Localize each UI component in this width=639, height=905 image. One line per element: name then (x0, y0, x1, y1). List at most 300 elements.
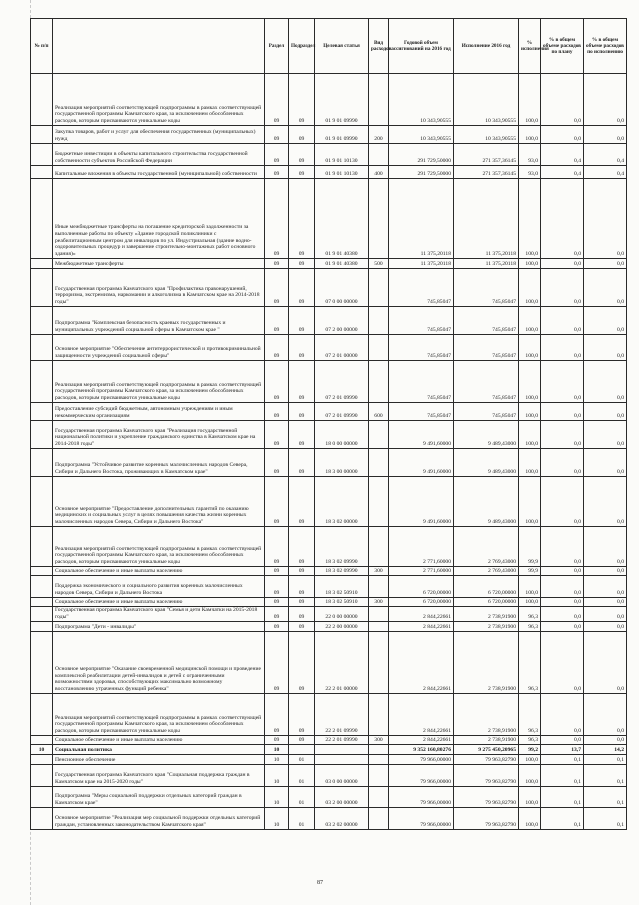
row-share-execution: 0,0 (584, 74, 627, 126)
row-expense-type (369, 179, 389, 259)
row-target-article: 22 0 00 00000 (315, 607, 369, 622)
row-plan: 2 844,22661 (389, 622, 454, 632)
row-percent: 100,0 (519, 808, 541, 830)
row-expense-type (369, 745, 389, 755)
row-podrazdel: 09 (289, 259, 315, 269)
row-name: Социальное обеспечение и иные выплаты населению (53, 736, 265, 745)
row-target-article: 03 0 00 00000 (315, 765, 369, 787)
table-row (31, 403, 627, 421)
row-share-execution: 14,2 (584, 745, 627, 755)
row-expense-type (369, 755, 389, 765)
row-name: Государственная программа Камчатского края "Социальная поддержка граждан в Камчатском крае на 2015-2020 годы" (53, 765, 265, 787)
row-name: Основное мероприятие "Обеспечение антитеррористической и противокриминальной защищенности учреждений социальной сферы" (53, 335, 265, 361)
row-podrazdel: 09 (289, 126, 315, 144)
row-podrazdel: 09 (289, 567, 315, 576)
row-plan: 745,85047 (389, 335, 454, 361)
table-body (31, 74, 627, 830)
row-razdel: 10 (265, 745, 289, 755)
row-execution: 79 963,82790 (454, 765, 519, 787)
row-execution: 10 343,90555 (454, 126, 519, 144)
row-name: Социальное обеспечение и иные выплаты населению (53, 567, 265, 576)
row-plan: 79 966,00000 (389, 755, 454, 765)
row-target-article: 18 3 02 50910 (315, 598, 369, 607)
row-share-plan: 0,0 (541, 449, 584, 477)
table-row (31, 632, 627, 694)
row-execution: 2 738,91900 (454, 632, 519, 694)
row-number (31, 808, 53, 830)
row-number (31, 421, 53, 449)
row-share-execution: 0,0 (584, 607, 627, 622)
row-percent: 100,0 (519, 259, 541, 269)
row-expense-type (369, 74, 389, 126)
row-razdel: 09 (265, 598, 289, 607)
row-target-article: 01 9 01 09990 (315, 74, 369, 126)
row-expense-type (369, 765, 389, 787)
row-share-plan: 0,1 (541, 787, 584, 808)
row-name: Предоставление субсидий бюджетным, автономным учреждениям и иным некоммерческим организациям (53, 403, 265, 421)
budget-execution-table (30, 18, 627, 830)
header-share-plan: % в общем объеме расходов по плану (541, 19, 584, 74)
row-podrazdel (289, 745, 315, 755)
row-percent: 96,3 (519, 694, 541, 736)
row-share-execution: 0,0 (584, 335, 627, 361)
row-podrazdel: 09 (289, 361, 315, 403)
row-share-plan: 0,1 (541, 765, 584, 787)
row-podrazdel: 09 (289, 144, 315, 166)
row-execution: 745,85047 (454, 361, 519, 403)
row-expense-type (369, 607, 389, 622)
row-share-execution: 0,1 (584, 808, 627, 830)
row-razdel: 09 (265, 477, 289, 527)
row-podrazdel: 01 (289, 765, 315, 787)
row-percent: 100,0 (519, 179, 541, 259)
row-razdel: 09 (265, 527, 289, 567)
table-row (31, 259, 627, 269)
row-expense-type (369, 477, 389, 527)
row-share-plan: 0,0 (541, 335, 584, 361)
row-expense-type: 400 (369, 166, 389, 179)
row-plan: 745,85047 (389, 269, 454, 307)
header-expense-type: Вид расходов (369, 19, 389, 74)
row-percent: 96,3 (519, 632, 541, 694)
row-name: Бюджетные инвестиции в объекты капитального строительства государственной собственности субъектов Российской Федерации (53, 144, 265, 166)
row-plan: 745,85047 (389, 361, 454, 403)
row-name: Реализация мероприятий соответствующей подпрограммы в рамках соответствующей государственной программы Камчатского края, за исключением обособленных расходов, которым присваиваются уникальные коды (53, 361, 265, 403)
row-target-article: 01 9 01 10130 (315, 166, 369, 179)
row-plan: 2 844,22661 (389, 632, 454, 694)
row-share-plan: 0,0 (541, 307, 584, 335)
row-name: Подпрограмма "Дети - инвалиды" (53, 622, 265, 632)
row-razdel: 09 (265, 449, 289, 477)
page-number: 87 (317, 880, 323, 886)
row-percent: 96,3 (519, 607, 541, 622)
row-percent: 96,3 (519, 622, 541, 632)
row-execution: 10 343,90555 (454, 74, 519, 126)
row-share-execution: 0,1 (584, 765, 627, 787)
row-name: Подпрограмма "Меры социальной поддержки отдельных категорий граждан в Камчатском крае" (53, 787, 265, 808)
row-podrazdel: 09 (289, 421, 315, 449)
row-target-article: 01 9 01 40380 (315, 179, 369, 259)
row-percent: 100,0 (519, 598, 541, 607)
row-number (31, 403, 53, 421)
row-razdel: 09 (265, 144, 289, 166)
row-execution: 9 489,43000 (454, 421, 519, 449)
row-target-article: 07 2 01 00000 (315, 335, 369, 361)
row-target-article: 22 2 01 09990 (315, 736, 369, 745)
row-podrazdel: 09 (289, 736, 315, 745)
row-name: Реализация мероприятий соответствующей подпрограммы в рамках соответствующей государственной программы Камчатского края, за исключением обособленных расходов, которым присваиваются уникальные коды (53, 694, 265, 736)
row-number (31, 307, 53, 335)
row-number (31, 598, 53, 607)
row-share-plan: 0,0 (541, 74, 584, 126)
table-row (31, 736, 627, 745)
row-execution: 745,85047 (454, 307, 519, 335)
row-number (31, 755, 53, 765)
row-execution: 11 375,20118 (454, 259, 519, 269)
row-target-article: 07 0 00 00000 (315, 269, 369, 307)
row-number (31, 622, 53, 632)
table-row (31, 74, 627, 126)
row-target-article: 01 9 01 09990 (315, 126, 369, 144)
row-share-plan: 0,4 (541, 144, 584, 166)
row-name: Государственная программа Камчатского края "Реализация государственной национальной политики и укрепление гражданского единства в Камчатском крае на 2014-2018 годы" (53, 421, 265, 449)
row-share-plan: 0,0 (541, 269, 584, 307)
header-execution-percent: % исполнения (519, 19, 541, 74)
row-execution: 2 738,91900 (454, 736, 519, 745)
row-target-article: 07 2 00 00000 (315, 307, 369, 335)
row-name: Реализация мероприятий соответствующей подпрограммы в рамках соответствующей государственной программы Камчатского края, за исключением обособленных расходов, которым присваиваются уникальные коды (53, 74, 265, 126)
row-podrazdel: 09 (289, 576, 315, 598)
row-podrazdel: 09 (289, 527, 315, 567)
table-row (31, 527, 627, 567)
row-plan: 9 491,60000 (389, 477, 454, 527)
row-expense-type: 600 (369, 403, 389, 421)
row-share-execution: 0,0 (584, 421, 627, 449)
row-razdel: 09 (265, 694, 289, 736)
row-execution: 2 738,91900 (454, 622, 519, 632)
table-header (31, 19, 627, 74)
row-percent: 93,0 (519, 144, 541, 166)
row-podrazdel: 01 (289, 755, 315, 765)
row-plan: 745,85047 (389, 307, 454, 335)
row-podrazdel: 09 (289, 179, 315, 259)
table-row (31, 598, 627, 607)
row-plan: 9 491,60000 (389, 421, 454, 449)
header-podrazdel: Подраздел (289, 19, 315, 74)
row-execution: 6 720,00000 (454, 598, 519, 607)
row-name: Основное мероприятие "Реализация мер социальной поддержки отдельных категорий граждан, установленных законодательством Камчатского края" (53, 808, 265, 830)
table-row (31, 694, 627, 736)
table-row (31, 179, 627, 259)
header-name (53, 19, 265, 74)
row-share-execution: 0,1 (584, 787, 627, 808)
table-row (31, 126, 627, 144)
row-percent: 100,0 (519, 477, 541, 527)
row-razdel: 09 (265, 607, 289, 622)
row-percent: 100,0 (519, 74, 541, 126)
row-plan: 2 771,60000 (389, 567, 454, 576)
row-percent: 100,0 (519, 403, 541, 421)
row-execution: 2 769,43000 (454, 567, 519, 576)
row-number (31, 736, 53, 745)
row-target-article: 18 3 00 00000 (315, 449, 369, 477)
row-plan: 2 844,22661 (389, 607, 454, 622)
row-podrazdel: 09 (289, 269, 315, 307)
row-name: Капитальные вложения в объекты государственной (муниципальной) собственности (53, 166, 265, 179)
row-name: Социальное обеспечение и иные выплаты населению (53, 598, 265, 607)
row-razdel: 09 (265, 307, 289, 335)
row-name: Государственная программа Камчатского края "Семья и дети Камчатки на 2015-2018 годы" (53, 607, 265, 622)
row-expense-type (369, 335, 389, 361)
row-expense-type: 300 (369, 736, 389, 745)
table-row (31, 144, 627, 166)
row-razdel: 09 (265, 421, 289, 449)
row-share-execution: 0,0 (584, 361, 627, 403)
row-percent: 100,0 (519, 421, 541, 449)
row-percent: 100,0 (519, 361, 541, 403)
table-row (31, 787, 627, 808)
row-podrazdel: 01 (289, 808, 315, 830)
row-execution: 271 357,36145 (454, 144, 519, 166)
row-razdel: 09 (265, 403, 289, 421)
table-row (31, 449, 627, 477)
row-share-execution: 0,0 (584, 598, 627, 607)
row-target-article: 18 3 02 50910 (315, 576, 369, 598)
row-expense-type (369, 361, 389, 403)
row-number (31, 166, 53, 179)
row-percent: 100,0 (519, 335, 541, 361)
row-name: Закупка товаров, работ и услуг для обеспечения государственных (муниципальных) нужд (53, 126, 265, 144)
row-number (31, 74, 53, 126)
table-row (31, 477, 627, 527)
row-share-execution: 0,0 (584, 269, 627, 307)
row-plan: 2 844,22661 (389, 736, 454, 745)
row-target-article: 07 2 01 09990 (315, 403, 369, 421)
row-name: Подпрограмма "Комплексная безопасность краевых государственных и муниципальных учреждений социальной сферы в Камчатском крае " (53, 307, 265, 335)
row-share-plan: 0,0 (541, 622, 584, 632)
row-share-plan: 0,0 (541, 179, 584, 259)
row-expense-type (369, 632, 389, 694)
table-row (31, 755, 627, 765)
row-execution: 2 738,91900 (454, 607, 519, 622)
table-row (31, 576, 627, 598)
row-number (31, 632, 53, 694)
row-plan: 10 343,90555 (389, 74, 454, 126)
row-expense-type (369, 421, 389, 449)
row-percent: 100,0 (519, 449, 541, 477)
row-razdel: 09 (265, 259, 289, 269)
row-expense-type (369, 527, 389, 567)
row-percent: 100,0 (519, 269, 541, 307)
row-percent: 99,2 (519, 745, 541, 755)
table-row (31, 607, 627, 622)
row-razdel: 09 (265, 622, 289, 632)
row-percent: 100,0 (519, 787, 541, 808)
row-share-plan: 13,7 (541, 745, 584, 755)
row-percent: 99,9 (519, 567, 541, 576)
row-plan: 745,85047 (389, 403, 454, 421)
row-share-execution: 0,0 (584, 736, 627, 745)
row-share-execution: 0,0 (584, 307, 627, 335)
row-name: Основное мероприятие "Оказание своевременной медицинской помощи и проведение комплексной реабилитации детей-инвалидов и детей с ограниченными возможностями здоровья, способствующих максимально возможному восстановлению утраченных функций ребенка" (53, 632, 265, 694)
row-number (31, 449, 53, 477)
row-number (31, 567, 53, 576)
row-share-execution: 0,0 (584, 622, 627, 632)
row-share-execution: 0,0 (584, 126, 627, 144)
table-row (31, 622, 627, 632)
row-name: Межбюджетные трансферты (53, 259, 265, 269)
row-execution: 6 720,00000 (454, 576, 519, 598)
row-number (31, 144, 53, 166)
row-razdel: 09 (265, 361, 289, 403)
row-share-execution: 0,0 (584, 694, 627, 736)
row-target-article (315, 755, 369, 765)
row-name: Государственная программа Камчатского края "Профилактика правонарушений, терроризма, экстремизма, наркомании и алкоголизма в Камчатском крае на 2014-2018 годы" (53, 269, 265, 307)
row-number (31, 259, 53, 269)
row-target-article: 07 2 01 09990 (315, 361, 369, 403)
row-expense-type (369, 787, 389, 808)
row-share-plan: 0,0 (541, 736, 584, 745)
row-execution: 745,85047 (454, 269, 519, 307)
row-share-plan: 0,0 (541, 632, 584, 694)
row-razdel: 10 (265, 765, 289, 787)
row-target-article (315, 745, 369, 755)
header-share-execution: % в общем объеме расходов по исполнению (584, 19, 627, 74)
row-execution: 9 489,43000 (454, 477, 519, 527)
row-percent: 100,0 (519, 765, 541, 787)
row-razdel: 09 (265, 179, 289, 259)
row-expense-type (369, 144, 389, 166)
row-expense-type (369, 808, 389, 830)
row-name: Пенсионное обеспечение (53, 755, 265, 765)
row-execution: 9 489,43000 (454, 449, 519, 477)
row-target-article: 03 2 02 00000 (315, 808, 369, 830)
table-row (31, 421, 627, 449)
row-razdel: 09 (265, 126, 289, 144)
row-share-execution: 0,4 (584, 166, 627, 179)
row-target-article: 22 2 00 00000 (315, 622, 369, 632)
row-share-execution: 0,0 (584, 632, 627, 694)
row-target-article: 18 3 02 09990 (315, 527, 369, 567)
row-target-article: 22 2 01 00000 (315, 632, 369, 694)
header-razdel: Раздел (265, 19, 289, 74)
row-number (31, 335, 53, 361)
row-percent: 99,9 (519, 527, 541, 567)
row-name: Социальная политика (53, 745, 265, 755)
header-num: № п/п (31, 19, 53, 74)
row-number (31, 576, 53, 598)
row-share-plan: 0,0 (541, 421, 584, 449)
row-podrazdel: 09 (289, 632, 315, 694)
row-percent: 100,0 (519, 755, 541, 765)
row-expense-type: 500 (369, 259, 389, 269)
row-podrazdel: 09 (289, 449, 315, 477)
row-number (31, 269, 53, 307)
row-share-execution: 0,0 (584, 449, 627, 477)
row-podrazdel: 09 (289, 335, 315, 361)
row-name: Основное мероприятие "Предоставление дополнительных гарантий по оказанию медицинских и социальных услуг в целях повышения качества жизни коренных малочисленных народов Севера, Сибири и Дальнего Востока" (53, 477, 265, 527)
row-plan: 2 844,22661 (389, 694, 454, 736)
row-number (31, 694, 53, 736)
row-podrazdel: 09 (289, 74, 315, 126)
row-expense-type: 300 (369, 567, 389, 576)
row-target-article: 18 3 02 09990 (315, 567, 369, 576)
row-share-execution: 0,0 (584, 403, 627, 421)
row-expense-type (369, 622, 389, 632)
row-number (31, 787, 53, 808)
row-expense-type (369, 269, 389, 307)
row-number (31, 179, 53, 259)
row-name: Поддержка экономического и социального развития коренных малочисленных народов Севера, Сибири и Дальнего Востока (53, 576, 265, 598)
table-row (31, 361, 627, 403)
row-target-article: 01 9 01 10130 (315, 144, 369, 166)
row-number (31, 477, 53, 527)
row-target-article: 03 2 00 00000 (315, 787, 369, 808)
row-expense-type (369, 694, 389, 736)
row-podrazdel: 09 (289, 622, 315, 632)
row-podrazdel: 01 (289, 787, 315, 808)
row-razdel: 09 (265, 632, 289, 694)
row-podrazdel: 09 (289, 694, 315, 736)
header-execution-2016: Исполнение 2016 год (454, 19, 519, 74)
row-share-execution: 0,0 (584, 477, 627, 527)
row-target-article: 01 9 01 40380 (315, 259, 369, 269)
row-execution: 79 963,82790 (454, 787, 519, 808)
row-plan: 9 491,60000 (389, 449, 454, 477)
row-expense-type (369, 449, 389, 477)
row-plan: 10 343,90555 (389, 126, 454, 144)
row-plan: 9 352 160,80276 (389, 745, 454, 755)
row-share-execution: 0,0 (584, 179, 627, 259)
row-share-execution: 0,0 (584, 567, 627, 576)
row-number (31, 607, 53, 622)
row-podrazdel: 09 (289, 403, 315, 421)
table-row (31, 745, 627, 755)
row-target-article: 22 2 01 09990 (315, 694, 369, 736)
row-share-plan: 0,0 (541, 126, 584, 144)
row-percent: 96,3 (519, 736, 541, 745)
row-share-plan: 0,0 (541, 598, 584, 607)
row-share-execution: 0,0 (584, 527, 627, 567)
row-execution: 2 769,43000 (454, 527, 519, 567)
row-number: 10 (31, 745, 53, 755)
row-razdel: 09 (265, 335, 289, 361)
row-share-plan: 0,0 (541, 527, 584, 567)
table-row (31, 335, 627, 361)
row-share-plan: 0,0 (541, 361, 584, 403)
row-plan: 79 966,00000 (389, 808, 454, 830)
row-expense-type (369, 576, 389, 598)
row-execution: 11 375,20118 (454, 179, 519, 259)
row-share-plan: 0,0 (541, 694, 584, 736)
row-plan: 291 729,50000 (389, 166, 454, 179)
table-row (31, 765, 627, 787)
row-share-plan: 0,0 (541, 477, 584, 527)
row-share-execution: 0,4 (584, 144, 627, 166)
row-share-plan: 0,0 (541, 567, 584, 576)
row-target-article: 18 0 00 00000 (315, 421, 369, 449)
row-plan: 291 729,50000 (389, 144, 454, 166)
row-plan: 11 375,20118 (389, 259, 454, 269)
row-number (31, 361, 53, 403)
row-name: Иные межбюджетные трансферты на погашение кредиторской задолженности за выполненные работы по объекту «Здание городской поликлиники с реабилитационным центром для инвалидов по ул. Индустриальная (здание водно-оздоровительных процедур и завершение строительно-монтажных работ основного здания)» (53, 179, 265, 259)
row-razdel: 09 (265, 567, 289, 576)
table-row (31, 269, 627, 307)
table-row (31, 307, 627, 335)
row-podrazdel: 09 (289, 307, 315, 335)
row-razdel: 10 (265, 808, 289, 830)
row-podrazdel: 09 (289, 607, 315, 622)
